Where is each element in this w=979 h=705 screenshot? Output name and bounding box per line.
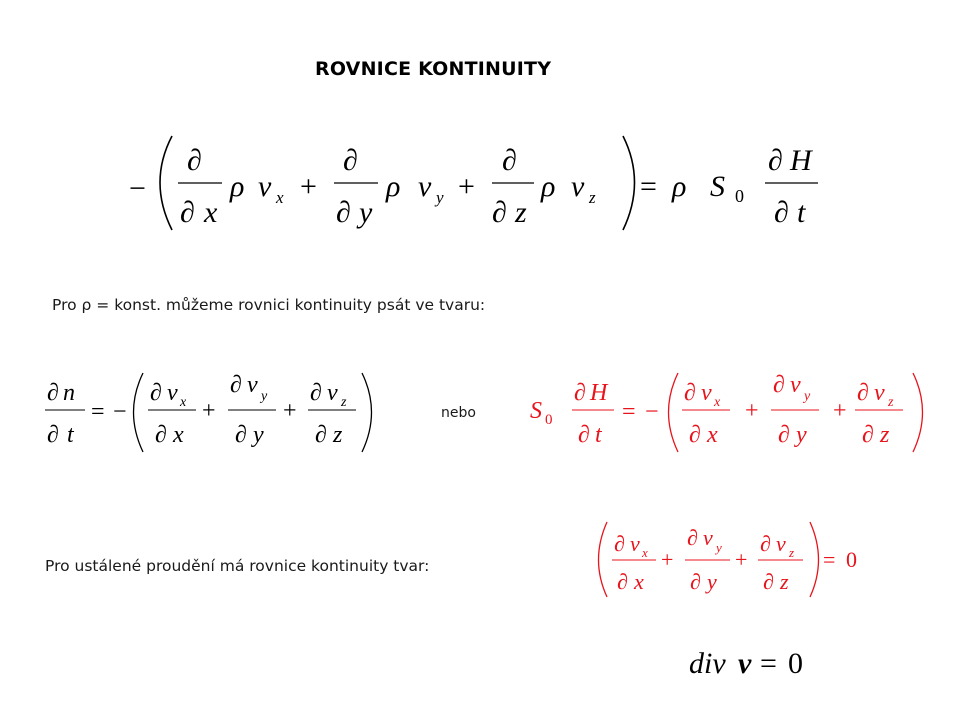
eq3-v: v — [874, 380, 885, 406]
eq3-sub-x: x — [714, 395, 721, 410]
eq3-S: S — [530, 398, 542, 424]
eq3-y: y — [796, 422, 807, 448]
eq2-partial: ∂ — [150, 380, 162, 406]
eq3-t: t — [595, 422, 602, 448]
eq4-equals: = — [823, 547, 836, 572]
eq1-y: y — [359, 196, 373, 229]
eq4-zero: 0 — [846, 547, 857, 572]
eq1-equals: = — [640, 170, 657, 203]
eq3-plus: + — [833, 398, 847, 424]
eq4-y: y — [707, 569, 717, 594]
eq4-sub-y: y — [716, 540, 722, 555]
eq2-partial: ∂ — [235, 422, 247, 448]
page-title: ROVNICE KONTINUITY — [315, 58, 552, 80]
eq1-rho: ρ — [386, 170, 401, 203]
eq3-z: z — [880, 422, 890, 448]
eq3-v: v — [701, 380, 712, 406]
eq3-partial: ∂ — [857, 380, 869, 406]
eq4-partial: ∂ — [760, 531, 771, 556]
eq4-partial: ∂ — [690, 569, 701, 594]
eq2-plus: + — [283, 398, 297, 424]
eq3-x: x — [707, 422, 718, 448]
eq1-t: t — [797, 196, 806, 229]
eq4-sub-z: z — [789, 545, 795, 560]
eq3-equals: = — [622, 399, 636, 425]
eq1-partial-num: ∂ — [502, 144, 517, 177]
eq2-partial: ∂ — [155, 422, 167, 448]
steady-flow-text: Pro ustálené proudění má rovnice kontinuity tvar: — [45, 557, 430, 575]
eq4-v: v — [776, 531, 786, 556]
eq1-sub-y: y — [436, 188, 444, 207]
eq2-v: v — [327, 380, 338, 406]
eq5-v-bold: v — [738, 647, 752, 680]
eq2-minus: − — [113, 399, 127, 425]
eq4-v: v — [630, 531, 640, 556]
constant-density-text: Pro ρ = konst. můžeme rovnici kontinuity psát ve tvaru: — [52, 296, 486, 314]
eq2-partial: ∂ — [47, 422, 59, 448]
eq3-partial: ∂ — [574, 380, 586, 406]
eq5-zero: 0 — [788, 647, 803, 680]
eq1-partial-den: ∂ — [492, 196, 507, 229]
eq2-n: n — [63, 380, 75, 406]
eq1-x: x — [204, 196, 218, 229]
eq1-plus: + — [300, 170, 317, 203]
eq2-sub-x: x — [180, 395, 187, 410]
eq3-partial: ∂ — [773, 372, 785, 398]
eq3-sub-y: y — [804, 389, 811, 404]
eq2-v: v — [247, 372, 258, 398]
eq1-v: v — [418, 170, 432, 203]
eq1-z: z — [515, 196, 527, 229]
eq2-partial: ∂ — [310, 380, 322, 406]
eq1-v: v — [258, 170, 272, 203]
eq1-sub-z: z — [589, 188, 596, 207]
eq4-partial: ∂ — [617, 569, 628, 594]
eq2-partial: ∂ — [47, 380, 59, 406]
eq4-partial: ∂ — [614, 531, 625, 556]
or-label: nebo — [441, 405, 476, 421]
eq1-partial-num: ∂ — [768, 144, 783, 177]
eq1-rho: ρ — [230, 170, 245, 203]
eq2-y: y — [253, 422, 264, 448]
eq4-plus: + — [735, 547, 748, 572]
eq5-div: div — [689, 647, 726, 680]
eq1-partial-den: ∂ — [180, 196, 195, 229]
eq2-equals: = — [91, 399, 105, 425]
eq2-plus: + — [202, 398, 216, 424]
eq4-v: v — [703, 525, 713, 550]
eq1-sub-x: x — [276, 188, 284, 207]
eq2-partial: ∂ — [230, 372, 242, 398]
eq2-z: z — [333, 422, 343, 448]
eq1-v: v — [571, 170, 585, 203]
eq4-x: x — [634, 569, 644, 594]
eq3-minus: − — [645, 399, 659, 425]
eq2-sub-z: z — [341, 395, 347, 410]
eq4-z: z — [780, 569, 789, 594]
eq4-plus: + — [661, 547, 674, 572]
eq4-sub-x: x — [642, 545, 648, 560]
eq1-partial-num: ∂ — [343, 144, 358, 177]
eq1-minus: − — [129, 172, 146, 205]
eq2-partial: ∂ — [315, 422, 327, 448]
eq1-partial-den: ∂ — [336, 196, 351, 229]
eq2-v: v — [167, 380, 178, 406]
eq2-x: x — [173, 422, 184, 448]
eq1-partial-den: ∂ — [774, 196, 789, 229]
eq3-partial: ∂ — [684, 380, 696, 406]
eq3-partial: ∂ — [578, 422, 590, 448]
eq2-sub-y: y — [261, 389, 268, 404]
eq1-sub-zero: 0 — [735, 186, 744, 206]
eq3-partial: ∂ — [862, 422, 874, 448]
eq1-rho: ρ — [541, 170, 556, 203]
eq3-partial: ∂ — [689, 422, 701, 448]
eq4-partial: ∂ — [763, 569, 774, 594]
eq1-partial-num: ∂ — [187, 144, 202, 177]
eq1-H: H — [790, 144, 812, 177]
eq1-plus: + — [458, 170, 475, 203]
eq5-equals: = — [760, 647, 777, 680]
eq1-rho: ρ — [672, 170, 687, 203]
eq3-plus: + — [745, 398, 759, 424]
eq3-sub-z: z — [888, 395, 894, 410]
eq4-partial: ∂ — [687, 525, 698, 550]
eq3-partial: ∂ — [778, 422, 790, 448]
eq3-v: v — [790, 372, 801, 398]
eq1-S: S — [710, 170, 725, 203]
eq2-t: t — [67, 422, 74, 448]
eq3-H: H — [590, 380, 608, 406]
eq3-sub-zero: 0 — [545, 412, 553, 428]
